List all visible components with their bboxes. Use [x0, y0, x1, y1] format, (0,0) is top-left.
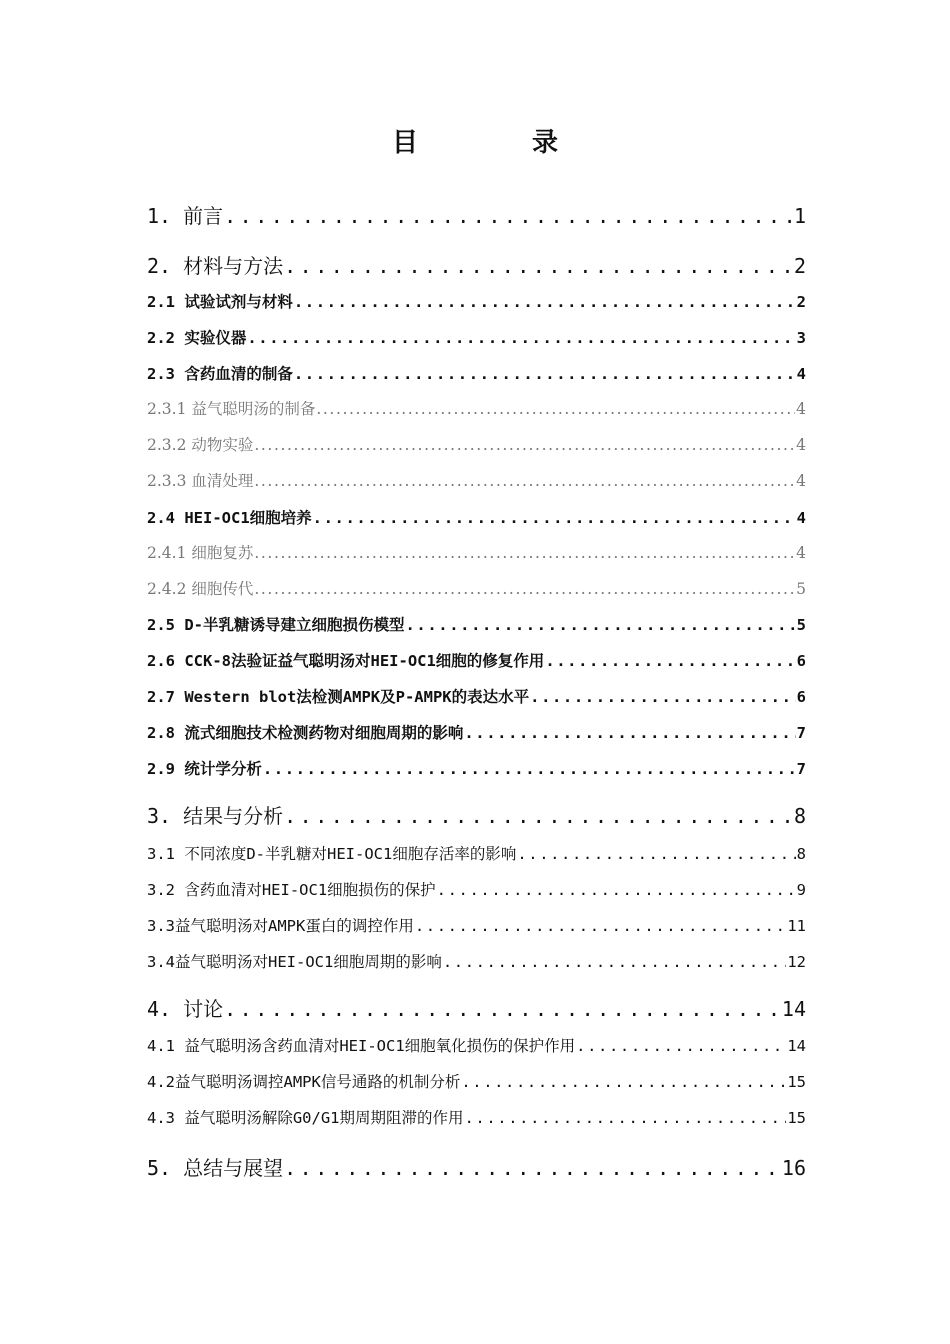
- toc-entry[interactable]: [147, 250, 806, 279]
- toc-entry-page: 4: [796, 400, 806, 418]
- toc-entry-label: 4.2益气聪明汤调控AMPK信号通路的机制分析: [147, 1073, 461, 1091]
- toc-entry-label: 5. 总结与展望: [147, 1156, 284, 1180]
- toc-entry-page: 5: [796, 616, 806, 634]
- toc-entry-label: 3.3益气聪明汤对AMPK蛋白的调控作用: [147, 917, 414, 935]
- toc-entry-page: 11: [787, 917, 806, 935]
- toc-entry-label: 2. 材料与方法: [147, 254, 284, 278]
- toc-entry[interactable]: [147, 577, 806, 599]
- toc-entry-page: 14: [787, 1037, 806, 1055]
- toc-entry[interactable]: [147, 362, 806, 384]
- leader-dots: [224, 997, 781, 1021]
- toc-entry-label: 2.3.2 动物实验: [147, 436, 254, 454]
- toc-entry-label: 2.1 试验试剂与材料: [147, 293, 293, 311]
- leader-dots: [576, 1037, 786, 1055]
- toc-entry-page: 3: [796, 329, 806, 347]
- toc-entry-page: 4: [796, 436, 806, 454]
- toc-entry[interactable]: [147, 613, 806, 635]
- toc-entry[interactable]: [147, 433, 806, 455]
- toc-entry-page: 7: [796, 760, 806, 778]
- toc-entry-page: 7: [796, 724, 806, 742]
- toc-entry-page: 4: [796, 365, 806, 383]
- toc-entry[interactable]: [147, 757, 806, 779]
- leader-dots: [284, 254, 793, 278]
- toc-entry-label: 2.8 流式细胞技术检测药物对细胞周期的影响: [147, 724, 464, 742]
- toc-entry-label: 2.3.1 益气聪明汤的制备: [147, 400, 316, 418]
- toc-entry-label: 2.7 Western blot法检测AMPK及P-AMPK的表达水平: [147, 688, 530, 706]
- leader-dots: [254, 544, 795, 562]
- leader-dots: [406, 616, 796, 634]
- toc-entry-page: 16: [781, 1156, 806, 1180]
- toc-entry-label: 2.4.1 细胞复苏: [147, 544, 254, 562]
- toc-entry-label: 3.2 含药血清对HEI-OC1细胞损伤的保护: [147, 881, 436, 899]
- toc-entry-label: 4.1 益气聪明汤含药血清对HEI-OC1细胞氧化损伤的保护作用: [147, 1037, 576, 1055]
- toc-entry-label: 4.3 益气聪明汤解除G0/G1期周期阻滞的作用: [147, 1109, 464, 1127]
- toc-entry[interactable]: [147, 469, 806, 491]
- toc-entry[interactable]: [147, 842, 806, 864]
- leader-dots: [254, 436, 795, 454]
- toc-entry-label: 2.9 统计学分析: [147, 760, 262, 778]
- toc-entry[interactable]: [147, 1152, 806, 1181]
- toc-entry[interactable]: [147, 1106, 806, 1128]
- toc-entry[interactable]: [147, 993, 806, 1022]
- leader-dots: [465, 1109, 787, 1127]
- toc-entry-page: 6: [796, 652, 806, 670]
- leader-dots: [530, 688, 796, 706]
- toc-entry[interactable]: [147, 541, 806, 563]
- toc-entry[interactable]: [147, 1034, 806, 1056]
- toc-entry-page: 9: [796, 881, 806, 899]
- toc-entry-label: 1. 前言: [147, 204, 224, 228]
- toc-entry[interactable]: [147, 1070, 806, 1092]
- toc-entry-label: 2.4.2 细胞传代: [147, 580, 254, 598]
- toc-entry-label: 3. 结果与分析: [147, 804, 284, 828]
- toc-entry-page: 5: [796, 580, 806, 598]
- toc-entry-page: 8: [793, 804, 806, 828]
- toc-entry[interactable]: [147, 200, 806, 229]
- toc-entry[interactable]: [147, 326, 806, 348]
- toc-entry-label: 2.3.3 血清处理: [147, 472, 254, 490]
- leader-dots: [247, 329, 795, 347]
- toc-entry-page: 4: [796, 472, 806, 490]
- toc-entry[interactable]: [147, 506, 806, 528]
- toc-entry-page: 14: [781, 997, 806, 1021]
- toc-entry-label: 2.4 HEI-OC1细胞培养: [147, 509, 312, 527]
- toc-entry[interactable]: [147, 290, 806, 312]
- toc-entry-page: 4: [796, 544, 806, 562]
- leader-dots: [313, 509, 796, 527]
- leader-dots: [517, 845, 795, 863]
- toc-entry-label: 3.1 不同浓度D-半乳糖对HEI-OC1细胞存活率的影响: [147, 845, 517, 863]
- leader-dots: [224, 204, 793, 228]
- toc-entry-label: 4. 讨论: [147, 997, 224, 1021]
- toc-entry-page: 15: [787, 1109, 806, 1127]
- leader-dots: [545, 652, 795, 670]
- toc-title: 目 录: [391, 128, 602, 158]
- leader-dots: [437, 881, 796, 899]
- toc-entry-page: 4: [796, 509, 806, 527]
- toc-entry-label: 2.6 CCK-8法验证益气聪明汤对HEI-OC1细胞的修复作用: [147, 652, 545, 670]
- toc-entry-page: 2: [796, 293, 806, 311]
- leader-dots: [254, 580, 795, 598]
- toc-entry-label: 2.3 含药血清的制备: [147, 365, 293, 383]
- leader-dots: [294, 293, 796, 311]
- toc-entry[interactable]: [147, 721, 806, 743]
- leader-dots: [284, 804, 793, 828]
- leader-dots: [461, 1073, 786, 1091]
- toc-entry[interactable]: [147, 649, 806, 671]
- toc-entry[interactable]: [147, 878, 806, 900]
- leader-dots: [464, 724, 795, 742]
- toc-entry-label: 2.2 实验仪器: [147, 329, 247, 347]
- toc-entry-page: 8: [796, 845, 806, 863]
- toc-entry-page: 1: [793, 204, 806, 228]
- toc-entry[interactable]: [147, 397, 806, 419]
- toc-entry[interactable]: [147, 800, 806, 829]
- leader-dots: [263, 760, 796, 778]
- toc-entry-page: 12: [787, 953, 806, 971]
- leader-dots: [415, 917, 787, 935]
- leader-dots: [316, 400, 795, 418]
- toc-entry-page: 15: [787, 1073, 806, 1091]
- toc-entry-label: 3.4益气聪明汤对HEI-OC1细胞周期的影响: [147, 953, 442, 971]
- toc-entry-page: 2: [793, 254, 806, 278]
- leader-dots: [254, 472, 795, 490]
- leader-dots: [284, 1156, 781, 1180]
- toc-entry[interactable]: [147, 685, 806, 707]
- toc-entry[interactable]: [147, 914, 806, 936]
- toc-entry[interactable]: [147, 950, 806, 972]
- toc-entry-page: 6: [796, 688, 806, 706]
- leader-dots: [294, 365, 796, 383]
- toc-entry-label: 2.5 D-半乳糖诱导建立细胞损伤模型: [147, 616, 405, 634]
- leader-dots: [443, 953, 787, 971]
